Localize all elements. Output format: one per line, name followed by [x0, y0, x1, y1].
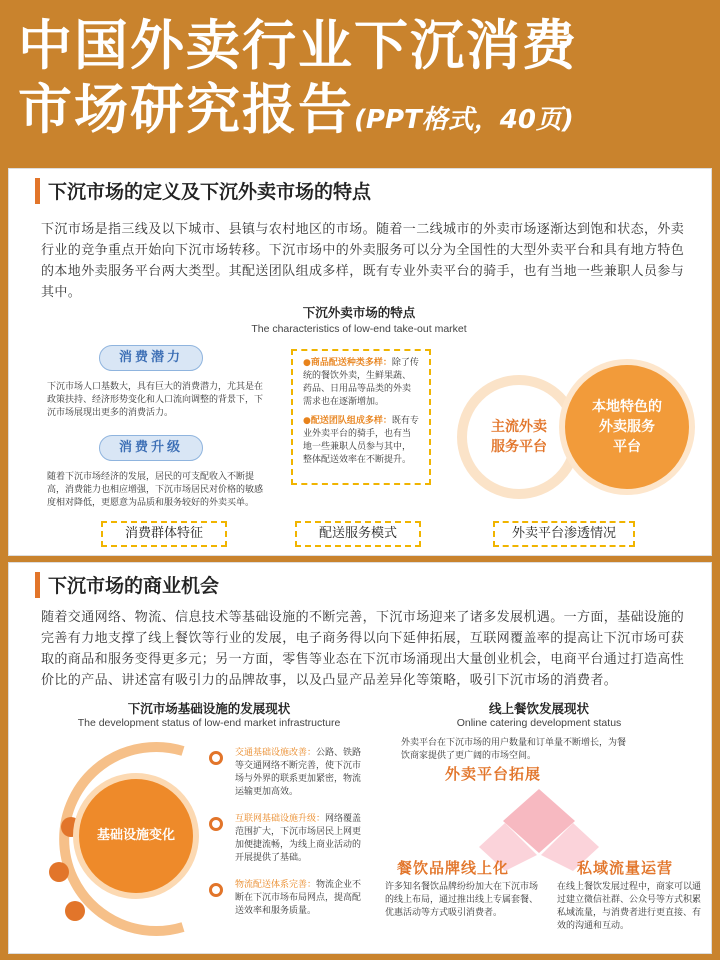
business-opportunity-card: [8, 562, 712, 954]
local-platform-circle: 本地特色的 外卖服务 平台: [565, 365, 689, 489]
card2-paragraph: 随着交通网络、物流、信息技术等基础设施的不断完善，下沉市场迎来了诸多发展机遇。一方面，基础设施的完善有力地支撑了线上餐饮等行业的发展，电子商务得以向下延伸拓展，互联网覆盖率的提高让下沉市场可获取的商品和服务变得更多元；另一方面，零售等业态在下沉市场涌现出大量创业机会，电商平台通过打造高性价比的产品、讲述富有吸引力的品牌故事，以及凸显产品差异化等策略，吸引下沉市场的消费者。: [41, 610, 685, 688]
tri-right-text: 在线上餐饮发展过程中，商家可以通过建立微信社群、公众号等方式积累私域流量，与消费者进行更直接、有效的沟通和互动。: [557, 882, 702, 931]
infra-item-2-text: 网络覆盖范围扩大，下沉市场居民上网更加便捷流畅，为线上商业活动的开展提供了基础。: [235, 814, 362, 863]
infra-en: The development status of low-end market infrastructure: [77, 717, 341, 729]
infra-bullet-1: [209, 751, 223, 765]
card1-paragraph: 下沉市场是指三线及以下城市、县镇与农村地区的市场。随着一二线城市的外卖市场逐渐达到饱和状态，外卖行业的竞争重点开始向下沉市场转移。下沉市场中的外卖服务可以分为全国性的大型外卖平台和具有地方特色的本地外卖服务平台两大类型。其配送团队组成多样，既有专业外卖平台的骑手，也有当地一些兼职人员参与其中。: [41, 222, 685, 300]
tag-consumer-group: 消费群体特征: [101, 521, 227, 547]
title-line-2: [18, 78, 708, 152]
box-item-2-label: ●配送团队组成多样：: [303, 416, 392, 426]
infra-bullet-3: [209, 883, 223, 897]
card1-heading: [35, 177, 371, 204]
page-title: [18, 14, 708, 152]
heading-accent-bar-2: [35, 572, 40, 598]
tri-left-text: 许多知名餐饮品牌纷纷加大在下沉市场的线上布局，通过推出线上专属套餐、优惠活动等方式吸引消费者。: [385, 882, 539, 918]
upgrade-text: 随着下沉市场经济的发展，居民的可支配收入不断提高，消费能力也相应增强，下沉市场居民对价格的敏感度相对降低，更愿意为品质和服务较好的外卖买单。: [47, 472, 264, 508]
heading-accent-bar: [35, 178, 40, 204]
infra-title: 下沉市场基础设施的发展现状: [127, 701, 291, 716]
box-item-1-text: 除了传统的餐饮外卖，生鲜果蔬、药品、日用品等品类的外卖需求也在逐渐增加。: [303, 358, 419, 407]
card2-heading-text: 下沉市场的商业机会: [48, 575, 220, 597]
pill-consumption-potential: 消费潜力: [99, 345, 203, 371]
infra-item-1-label: 交通基础设施改善：: [235, 748, 317, 758]
mainstream-platform-circle: 主流外卖 服务平台: [457, 375, 581, 499]
infra-center-circle: 基础设施变化: [79, 779, 193, 893]
delivery-features-box: [291, 349, 431, 485]
card2-heading: [35, 571, 219, 598]
clipboard-icon: [49, 862, 69, 882]
title-suffix: (PPT格式，40页): [354, 105, 574, 135]
infra-item-2-label: 互联网基础设施升级：: [235, 814, 326, 824]
tri-left-label: 餐饮品牌线上化: [397, 859, 510, 877]
title-line-1: 中国外卖行业下沉消费: [18, 14, 578, 77]
online-en: Online catering development status: [456, 717, 622, 729]
tri-right-label: 私域流量运营: [577, 859, 674, 877]
box-item-2: [303, 415, 419, 467]
box-item-1: [303, 357, 419, 409]
infra-item-3: [235, 879, 369, 918]
infra-item-3-text: 物流企业不断在下沉市场布局网点，提高配送效率和服务质量。: [235, 880, 362, 916]
online-title: 线上餐饮发展现状: [488, 701, 589, 716]
infra-bullet-2: [209, 817, 223, 831]
tag-delivery-mode: 配送服务模式: [295, 521, 421, 547]
definition-card: [8, 168, 712, 556]
tri-top-label: 外卖平台拓展: [445, 765, 542, 783]
infra-item-1: [235, 747, 369, 799]
potential-text: 下沉市场人口基数大，具有巨大的消费潜力，尤其是在政策扶持、经济形势变化和人口流向调整的背景下，下沉市场展现出更多的消费活力。: [47, 382, 264, 418]
infra-item-1-text: 公路、铁路等交通网络不断完善，使下沉市场与外界的联系更加紧密，物流运输更加高效。: [235, 748, 362, 797]
pill-consumption-upgrade: 消费升级: [99, 435, 203, 461]
card1-section-title: 下沉外卖市场的特点: [302, 305, 416, 320]
title-line-2-text: 市场研究报告: [18, 78, 354, 141]
badge-icon: [61, 817, 81, 837]
card1-section-en: The characteristics of low-end take-out market: [251, 323, 467, 335]
infra-item-2: [235, 813, 369, 865]
infra-item-3-label: 物流配送体系完善：: [235, 880, 317, 890]
tag-platform-penetration: 外卖平台渗透情况: [493, 521, 635, 547]
server-icon: [65, 901, 85, 921]
box-item-2-text: 既有专业外卖平台的骑手，也有当地一些兼职人员参与其中，整体配送效率在不断提升。: [303, 416, 419, 465]
online-intro: 外卖平台在下沉市场的用户数量和订单量不断增长，为餐饮商家提供了更广阔的市场空间。: [401, 738, 627, 761]
box-item-1-label: ●商品配送种类多样：: [303, 358, 392, 368]
card1-heading-text: 下沉市场的定义及下沉外卖市场的特点: [48, 181, 372, 203]
